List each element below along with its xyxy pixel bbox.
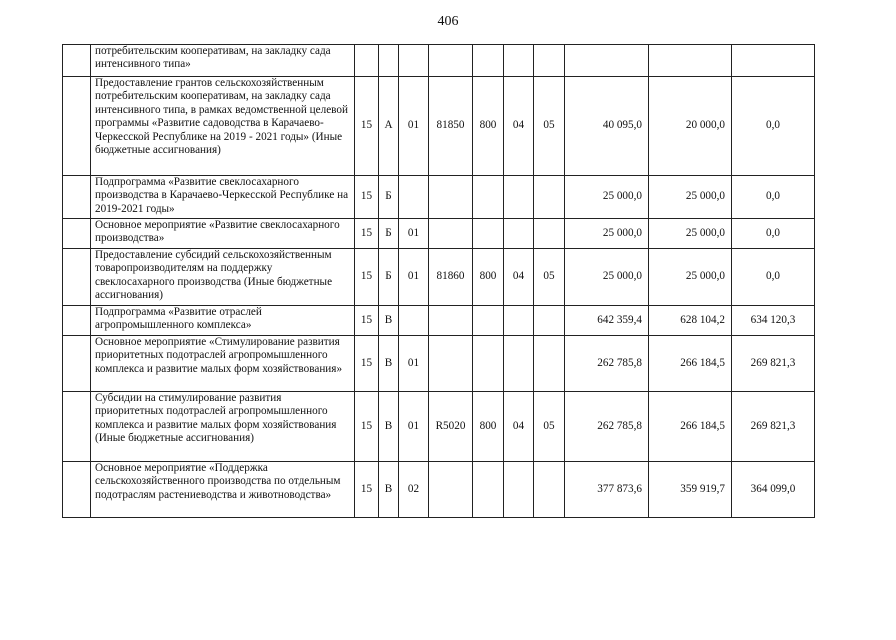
- code-cell: [429, 336, 473, 392]
- amount-cell: 359 919,7: [649, 462, 732, 518]
- table-row: [63, 392, 815, 462]
- amount-cell: 0,0: [732, 249, 815, 306]
- budget-table: [62, 44, 815, 518]
- code-cell: Б: [379, 176, 399, 219]
- code-cell: [429, 462, 473, 518]
- code-cell: [399, 45, 429, 77]
- code-cell: В: [379, 306, 399, 336]
- code-cell: 81860: [429, 249, 473, 306]
- code-cell: [534, 176, 565, 219]
- amount-cell: 266 184,5: [649, 336, 732, 392]
- table-cell-blank: [63, 392, 91, 462]
- amount-cell: 262 785,8: [565, 336, 649, 392]
- code-cell: R5020: [429, 392, 473, 462]
- code-cell: 15: [355, 219, 379, 249]
- code-cell: Б: [379, 249, 399, 306]
- code-cell: [429, 176, 473, 219]
- code-cell: [473, 45, 504, 77]
- row-name: Основное мероприятие «Поддержка сельскохозяйственного производства по отдельным подотраслям растениеводства и животноводства»: [91, 462, 355, 518]
- code-cell: 15: [355, 77, 379, 176]
- code-cell: 05: [534, 392, 565, 462]
- amount-cell: 269 821,3: [732, 336, 815, 392]
- table-row: [63, 336, 815, 392]
- table-body: [63, 45, 815, 518]
- table-row: [63, 45, 815, 77]
- code-cell: А: [379, 77, 399, 176]
- code-cell: [504, 176, 534, 219]
- code-cell: 15: [355, 249, 379, 306]
- row-name: Основное мероприятие «Стимулирование развития приоритетных подотраслей агропромышленного комплекса и развитие малых форм хозяйствования»: [91, 336, 355, 392]
- code-cell: 15: [355, 176, 379, 219]
- code-cell: [504, 306, 534, 336]
- code-cell: 01: [399, 249, 429, 306]
- code-cell: 81850: [429, 77, 473, 176]
- row-name: Основное мероприятие «Развитие свеклосахарного производства»: [91, 219, 355, 249]
- code-cell: [473, 336, 504, 392]
- amount-cell: 377 873,6: [565, 462, 649, 518]
- code-cell: 15: [355, 462, 379, 518]
- code-cell: [504, 219, 534, 249]
- code-cell: [504, 336, 534, 392]
- code-cell: [473, 219, 504, 249]
- code-cell: [473, 306, 504, 336]
- amount-cell: 25 000,0: [649, 219, 732, 249]
- row-name: Подпрограмма «Развитие отраслей агропромышленного комплекса»: [91, 306, 355, 336]
- code-cell: [473, 462, 504, 518]
- table-cell-blank: [63, 219, 91, 249]
- code-cell: [504, 45, 534, 77]
- table-row: [63, 249, 815, 306]
- table-cell-blank: [63, 176, 91, 219]
- table-row: [63, 176, 815, 219]
- table-cell-blank: [63, 249, 91, 306]
- code-cell: [534, 45, 565, 77]
- code-cell: 02: [399, 462, 429, 518]
- code-cell: В: [379, 336, 399, 392]
- amount-cell: 25 000,0: [565, 249, 649, 306]
- table-row: [63, 462, 815, 518]
- code-cell: 15: [355, 336, 379, 392]
- row-name: Субсидии на стимулирование развития приоритетных подотраслей агропромышленного комплекса и развитие малых форм хозяйствования (Иные бюджетные ассигнования): [91, 392, 355, 462]
- code-cell: 15: [355, 392, 379, 462]
- table-row: [63, 306, 815, 336]
- amount-cell: 40 095,0: [565, 77, 649, 176]
- code-cell: [534, 336, 565, 392]
- code-cell: [429, 219, 473, 249]
- code-cell: 04: [504, 77, 534, 176]
- code-cell: 05: [534, 249, 565, 306]
- code-cell: [399, 176, 429, 219]
- table-cell-blank: [63, 45, 91, 77]
- amount-cell: [649, 45, 732, 77]
- row-name: потребительским кооперативам, на закладку сада интенсивного типа»: [91, 45, 355, 77]
- code-cell: 04: [504, 249, 534, 306]
- code-cell: Б: [379, 219, 399, 249]
- amount-cell: 262 785,8: [565, 392, 649, 462]
- amount-cell: 0,0: [732, 219, 815, 249]
- amount-cell: 628 104,2: [649, 306, 732, 336]
- amount-cell: 25 000,0: [649, 176, 732, 219]
- code-cell: 800: [473, 392, 504, 462]
- code-cell: [379, 45, 399, 77]
- amount-cell: 634 120,3: [732, 306, 815, 336]
- amount-cell: 364 099,0: [732, 462, 815, 518]
- code-cell: 800: [473, 249, 504, 306]
- table-cell-blank: [63, 77, 91, 176]
- table-row: [63, 77, 815, 176]
- code-cell: [534, 462, 565, 518]
- table-cell-blank: [63, 336, 91, 392]
- row-name: Подпрограмма «Развитие свеклосахарного производства в Карачаево-Черкесской Республике на 2019-2021 годы»: [91, 176, 355, 219]
- amount-cell: 25 000,0: [565, 176, 649, 219]
- code-cell: 01: [399, 336, 429, 392]
- code-cell: 05: [534, 77, 565, 176]
- page-number: 406: [437, 14, 459, 29]
- code-cell: В: [379, 392, 399, 462]
- code-cell: [429, 306, 473, 336]
- amount-cell: 269 821,3: [732, 392, 815, 462]
- code-cell: [429, 45, 473, 77]
- code-cell: 15: [355, 306, 379, 336]
- amount-cell: [565, 45, 649, 77]
- code-cell: [473, 176, 504, 219]
- amount-cell: 0,0: [732, 77, 815, 176]
- code-cell: [534, 306, 565, 336]
- amount-cell: 642 359,4: [565, 306, 649, 336]
- amount-cell: 266 184,5: [649, 392, 732, 462]
- code-cell: 01: [399, 77, 429, 176]
- amount-cell: 25 000,0: [649, 249, 732, 306]
- table-cell-blank: [63, 462, 91, 518]
- code-cell: 01: [399, 392, 429, 462]
- code-cell: [534, 219, 565, 249]
- code-cell: [355, 45, 379, 77]
- code-cell: [504, 462, 534, 518]
- table-cell-blank: [63, 306, 91, 336]
- code-cell: 800: [473, 77, 504, 176]
- code-cell: 01: [399, 219, 429, 249]
- amount-cell: [732, 45, 815, 77]
- code-cell: В: [379, 462, 399, 518]
- amount-cell: 0,0: [732, 176, 815, 219]
- code-cell: 04: [504, 392, 534, 462]
- amount-cell: 20 000,0: [649, 77, 732, 176]
- code-cell: [399, 306, 429, 336]
- table-row: [63, 219, 815, 249]
- amount-cell: 25 000,0: [565, 219, 649, 249]
- row-name: Предоставление грантов сельскохозяйственным потребительским кооперативам, на закладку сада интенсивного типа, в рамках ведомственной целевой программы «Развитие садоводства в Карачаево-Черкесской Республике на 2019 - 2021 годы» (Иные бюджетные ассигнования): [91, 77, 355, 176]
- row-name: Предоставление субсидий сельскохозяйственным товаропроизводителям на поддержку свеклосахарного производства (Иные бюджетные ассигнования): [91, 249, 355, 306]
